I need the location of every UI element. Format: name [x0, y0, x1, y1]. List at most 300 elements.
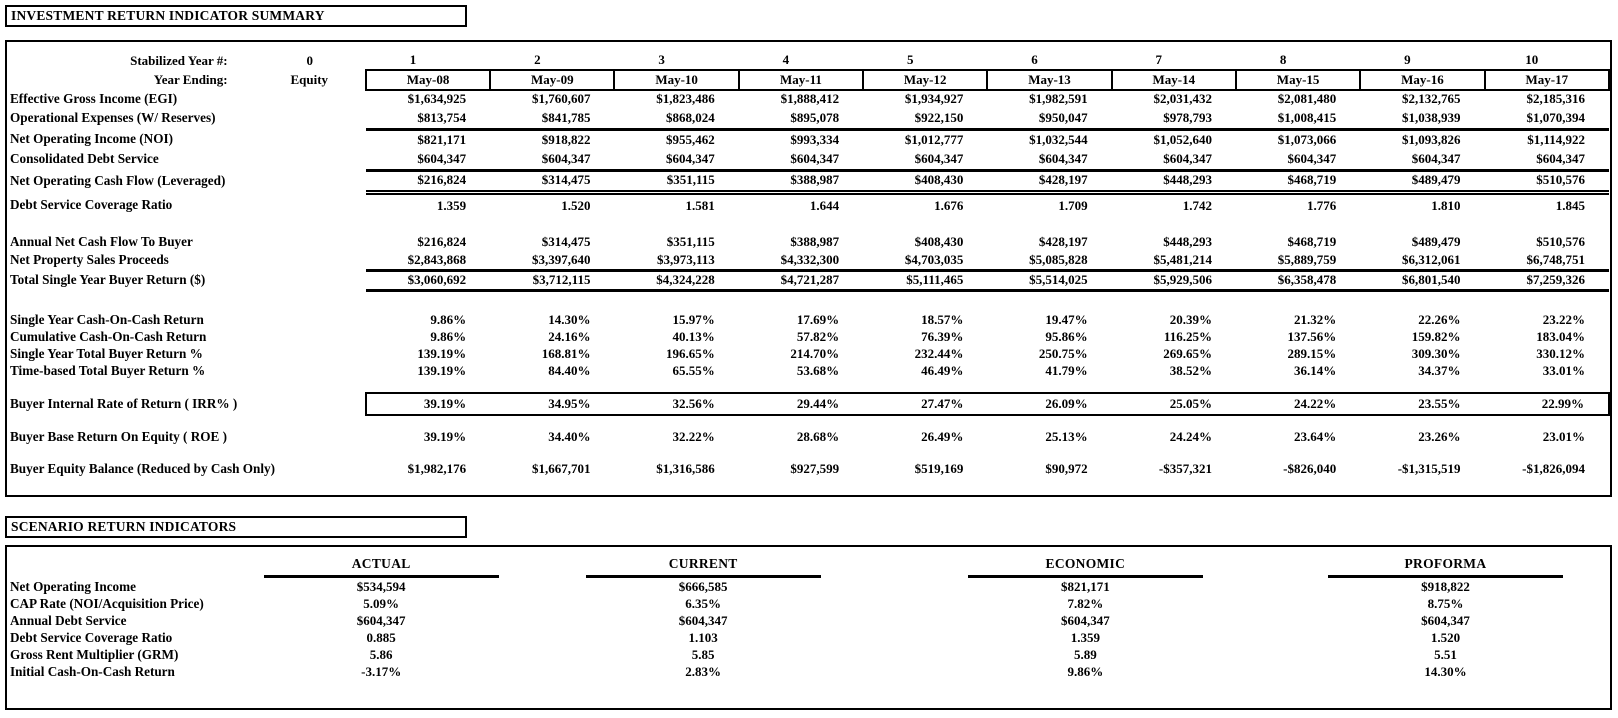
- scenario-header-row: [7, 555, 1610, 579]
- scenario-row-annual-debt-service: [7, 613, 1610, 630]
- scenario-value-noi-actual: $534,594: [356, 579, 406, 595]
- row-irr: [7, 393, 1609, 415]
- value-cell-sycoc-y10: 23.22%: [1542, 312, 1585, 328]
- value-cell-ancf-y3: $351,115: [666, 234, 715, 250]
- scenario-value-initial-coc-proforma: 14.30%: [1424, 664, 1467, 680]
- value-cell-sycoc-y2: 14.30%: [548, 312, 591, 328]
- row-label-tbtbr: Time-based Total Buyer Return %: [10, 363, 206, 379]
- value-cell-sytbr-y6: 250.75%: [1038, 346, 1088, 362]
- stabilized-year-label: Stabilized Year #:: [130, 52, 228, 68]
- value-cell-ancf-y7: $448,293: [1163, 234, 1212, 250]
- value-cell-nocf-y5: $408,430: [863, 170, 987, 192]
- value-cell-sycoc-y3: 15.97%: [672, 312, 715, 328]
- scenario-value-cap-rate-current: 6.35%: [685, 596, 722, 612]
- value-cell-dscr-y9: 1.810: [1431, 198, 1461, 214]
- value-cell-noi-y4: $993,334: [790, 131, 840, 147]
- column-header-actual: [246, 555, 517, 579]
- row-sytbr: [7, 346, 1609, 363]
- scenario-row-label-annual-debt-service: Annual Debt Service: [10, 613, 127, 629]
- value-cell-sytbr-y10: 330.12%: [1536, 346, 1585, 362]
- spacer-cell: [7, 218, 1609, 234]
- value-cell-nocf-y3: $351,115: [614, 170, 738, 192]
- row-ancf: [7, 234, 1609, 251]
- value-cell-cumcoc-y5: 76.39%: [921, 329, 964, 345]
- value-cell-eqbal-y8: -$826,040: [1283, 460, 1337, 476]
- row-label-opex: Operational Expenses (W/ Reserves): [10, 110, 216, 126]
- value-cell-sytbr-y1: 139.19%: [417, 346, 467, 362]
- value-cell-tbtbr-y2: 84.40%: [548, 363, 591, 379]
- scenario-value-grm-economic: 5.89: [1073, 647, 1097, 663]
- row-tsybr: [7, 270, 1609, 290]
- scenario-indicators-section-title: [5, 516, 467, 538]
- value-cell-npsp-y2: $3,397,640: [490, 251, 614, 270]
- stabilized-year-8: 8: [1279, 52, 1287, 68]
- value-cell-roe-y2: 34.40%: [548, 428, 591, 444]
- row-label-npsp: Net Property Sales Proceeds: [10, 252, 169, 268]
- value-cell-tsybr-y5: $5,111,465: [863, 270, 987, 290]
- row-label-nocf: Net Operating Cash Flow (Leveraged): [10, 172, 226, 188]
- value-cell-tbtbr-y4: 53.68%: [796, 363, 840, 379]
- value-cell-noi-y3: $955,462: [666, 131, 715, 147]
- value-cell-ancf-y1: $216,824: [417, 234, 467, 250]
- value-cell-irr-y6: 26.09%: [987, 393, 1111, 415]
- value-cell-tbtbr-y5: 46.49%: [921, 363, 964, 379]
- value-cell-eqbal-y6: $90,972: [1045, 460, 1088, 476]
- scenario-row-label-initial-coc: Initial Cash-On-Cash Return: [10, 664, 175, 680]
- year-ending-may-17: May-17: [1485, 70, 1609, 90]
- value-cell-roe-y9: 23.26%: [1418, 428, 1461, 444]
- value-cell-noi-y5: $1,012,777: [904, 131, 964, 147]
- year-ending-may-16: May-16: [1360, 70, 1484, 90]
- row-label-egi: Effective Gross Income (EGI): [10, 90, 178, 106]
- value-cell-ancf-y5: $408,430: [914, 234, 964, 250]
- scenario-value-annual-debt-service-current: $604,347: [678, 613, 728, 629]
- value-cell-sytbr-y7: 269.65%: [1163, 346, 1212, 362]
- scenario-row-label-cap-rate: CAP Rate (NOI/Acquisition Price): [10, 596, 204, 612]
- equity-cell-tbtbr: [254, 363, 366, 380]
- value-cell-opex-y3: $868,024: [614, 108, 738, 129]
- value-cell-dscr-y8: 1.776: [1307, 198, 1337, 214]
- scenario-value-noi-proforma: $918,822: [1421, 579, 1470, 595]
- value-cell-eqbal-y7: -$357,321: [1158, 460, 1212, 476]
- value-cell-ancf-y4: $388,987: [790, 234, 840, 250]
- stabilized-year-0: 0: [306, 52, 313, 68]
- equity-cell-nocf: [254, 170, 366, 192]
- value-cell-roe-y1: 39.19%: [423, 428, 467, 444]
- investment-summary-table-container: [5, 40, 1612, 497]
- column-header-text-current: CURRENT: [668, 556, 738, 572]
- row-roe: [7, 427, 1609, 447]
- value-cell-cds-y5: $604,347: [863, 149, 987, 170]
- scenario-row-initial-coc: [7, 664, 1610, 681]
- equity-cell-npsp: [254, 251, 366, 270]
- year-ending-may-15: May-15: [1236, 70, 1360, 90]
- value-cell-egi-y7: $2,031,432: [1153, 91, 1212, 107]
- row-label-irr: Buyer Internal Rate of Return ( IRR% ): [10, 395, 238, 411]
- value-cell-roe-y6: 25.13%: [1045, 428, 1088, 444]
- equity-cell-dscr: [254, 192, 366, 218]
- value-cell-opex-y9: $1,038,939: [1360, 108, 1484, 129]
- spacer-cell: [7, 447, 1609, 459]
- stabilized-year-3: 3: [658, 52, 665, 68]
- value-cell-sytbr-y2: 168.81%: [541, 346, 591, 362]
- value-cell-tbtbr-y10: 33.01%: [1542, 363, 1585, 379]
- value-cell-npsp-y7: $5,481,214: [1112, 251, 1236, 270]
- row-label-cumcoc: Cumulative Cash-On-Cash Return: [10, 329, 207, 345]
- value-cell-roe-y7: 24.24%: [1169, 428, 1212, 444]
- column-header-text-proforma: PROFORMA: [1404, 556, 1487, 572]
- value-cell-sycoc-y7: 20.39%: [1169, 312, 1212, 328]
- value-cell-egi-y2: $1,760,607: [531, 91, 591, 107]
- value-cell-sycoc-y1: 9.86%: [430, 312, 467, 328]
- scenario-value-noi-current: $666,585: [678, 579, 728, 595]
- value-cell-irr-y5: 27.47%: [863, 393, 987, 415]
- scenario-value-dscr-current: 1.103: [688, 630, 718, 646]
- equity-cell-opex: [254, 108, 366, 129]
- value-cell-tbtbr-y6: 41.79%: [1045, 363, 1088, 379]
- spacer-cell: [7, 415, 1609, 427]
- year-ending-may-14: May-14: [1112, 70, 1236, 90]
- value-cell-dscr-y6: 1.709: [1058, 198, 1088, 214]
- value-cell-tsybr-y1: $3,060,692: [366, 270, 490, 290]
- equity-cell-cumcoc: [254, 329, 366, 346]
- value-cell-npsp-y8: $5,889,759: [1236, 251, 1360, 270]
- value-cell-egi-y4: $1,888,412: [780, 91, 840, 107]
- value-cell-tbtbr-y7: 38.52%: [1169, 363, 1212, 379]
- row-opex: [7, 108, 1609, 129]
- row-label-eqbal: Buyer Equity Balance (Reduced by Cash Only): [10, 460, 276, 476]
- value-cell-sycoc-y6: 19.47%: [1045, 312, 1088, 328]
- value-cell-cumcoc-y9: 159.82%: [1411, 329, 1461, 345]
- value-cell-tsybr-y7: $5,929,506: [1112, 270, 1236, 290]
- value-cell-dscr-y7: 1.742: [1182, 198, 1212, 214]
- value-cell-cds-y1: $604,347: [366, 149, 490, 170]
- row-nocf: [7, 170, 1609, 192]
- value-cell-egi-y10: $2,185,316: [1526, 91, 1585, 107]
- value-cell-tbtbr-y3: 65.55%: [672, 363, 715, 379]
- column-header-proforma: [1281, 555, 1610, 579]
- value-cell-irr-y2: 34.95%: [490, 393, 614, 415]
- year-ending-may-11: May-11: [739, 70, 863, 90]
- value-cell-eqbal-y9: -$1,315,519: [1397, 460, 1461, 476]
- value-cell-noi-y2: $918,822: [541, 131, 591, 147]
- stabilized-year-5: 5: [906, 52, 914, 68]
- stabilized-year-4: 4: [782, 52, 790, 68]
- row-cumcoc: [7, 329, 1609, 346]
- value-cell-tsybr-y2: $3,712,115: [490, 270, 614, 290]
- value-cell-noi-y10: $1,114,922: [1527, 131, 1585, 147]
- scenario-value-grm-actual: 5.86: [369, 647, 393, 663]
- value-cell-ancf-y10: $510,576: [1536, 234, 1585, 250]
- value-cell-sycoc-y5: 18.57%: [921, 312, 964, 328]
- value-cell-nocf-y4: $388,987: [739, 170, 863, 192]
- equity-column-header: Equity: [290, 71, 329, 87]
- scenario-row-dscr: [7, 630, 1610, 647]
- scenario-value-annual-debt-service-actual: $604,347: [356, 613, 406, 629]
- scenario-value-initial-coc-current: 2.83%: [685, 664, 722, 680]
- value-cell-nocf-y7: $448,293: [1112, 170, 1236, 192]
- row-dscr: [7, 192, 1609, 218]
- value-cell-tsybr-y9: $6,801,540: [1360, 270, 1484, 290]
- value-cell-dscr-y3: 1.581: [685, 198, 715, 214]
- value-cell-cds-y8: $604,347: [1236, 149, 1360, 170]
- year-ending-may-12: May-12: [863, 70, 987, 90]
- value-cell-npsp-y10: $6,748,751: [1485, 251, 1609, 270]
- stabilized-year-10: 10: [1525, 52, 1539, 68]
- scenario-value-annual-debt-service-proforma: $604,347: [1421, 613, 1470, 629]
- equity-cell-roe: [254, 427, 366, 447]
- value-cell-npsp-y4: $4,332,300: [739, 251, 863, 270]
- scenario-value-grm-proforma: 5.51: [1434, 647, 1457, 663]
- value-cell-tsybr-y3: $4,324,228: [614, 270, 738, 290]
- value-cell-irr-y9: 23.55%: [1360, 393, 1484, 415]
- row-label-roe: Buyer Base Return On Equity ( ROE ): [10, 428, 228, 444]
- row-label-noi: Net Operating Income (NOI): [10, 130, 173, 146]
- scenario-row-grm: [7, 647, 1610, 664]
- value-cell-eqbal-y2: $1,667,701: [531, 460, 591, 476]
- value-cell-irr-y1: 39.19%: [366, 393, 490, 415]
- value-cell-nocf-y6: $428,197: [987, 170, 1111, 192]
- row-tbtbr: [7, 363, 1609, 380]
- row-label-tsybr: Total Single Year Buyer Return ($): [10, 271, 206, 287]
- value-cell-noi-y9: $1,093,826: [1402, 131, 1461, 147]
- row-sycoc: [7, 312, 1609, 329]
- value-cell-opex-y4: $895,078: [739, 108, 863, 129]
- scenario-value-dscr-actual: 0.885: [366, 630, 396, 646]
- value-cell-egi-y6: $1,982,591: [1029, 91, 1088, 107]
- value-cell-cumcoc-y6: 95.86%: [1045, 329, 1088, 345]
- spacer-cell: [7, 290, 1609, 312]
- scenario-value-annual-debt-service-economic: $604,347: [1060, 613, 1110, 629]
- value-cell-egi-y1: $1,634,925: [407, 91, 467, 107]
- value-cell-npsp-y6: $5,085,828: [987, 251, 1111, 270]
- value-cell-ancf-y8: $468,719: [1287, 234, 1337, 250]
- value-cell-tsybr-y8: $6,358,478: [1236, 270, 1360, 290]
- value-cell-sytbr-y9: 309.30%: [1411, 346, 1461, 362]
- value-cell-sytbr-y4: 214.70%: [790, 346, 840, 362]
- value-cell-sycoc-y9: 22.26%: [1418, 312, 1461, 328]
- value-cell-tbtbr-y9: 34.37%: [1418, 363, 1461, 379]
- value-cell-npsp-y5: $4,703,035: [863, 251, 987, 270]
- value-cell-nocf-y2: $314,475: [490, 170, 614, 192]
- value-cell-npsp-y3: $3,973,113: [614, 251, 738, 270]
- stabilized-year-6: 6: [1031, 52, 1038, 68]
- value-cell-irr-y3: 32.56%: [614, 393, 738, 415]
- scenario-value-noi-economic: $821,171: [1060, 579, 1110, 595]
- value-cell-opex-y7: $978,793: [1112, 108, 1236, 129]
- column-header-rule-current: [586, 556, 821, 578]
- value-cell-roe-y10: 23.01%: [1542, 428, 1585, 444]
- scenario-value-initial-coc-actual: -3.17%: [361, 664, 402, 680]
- scenario-indicators-table-container: [5, 545, 1612, 710]
- value-cell-sycoc-y4: 17.69%: [796, 312, 840, 328]
- equity-cell-cds: [254, 149, 366, 170]
- value-cell-noi-y8: $1,073,066: [1277, 131, 1337, 147]
- spacer-row: [7, 380, 1609, 393]
- value-cell-egi-y9: $2,132,765: [1402, 91, 1461, 107]
- year-ending-may-08: May-08: [366, 70, 490, 90]
- scenario-indicators-table: [7, 555, 1610, 681]
- value-cell-tbtbr-y8: 36.14%: [1294, 363, 1337, 379]
- stabilized-year-row: [7, 52, 1609, 70]
- stabilized-year-9: 9: [1404, 52, 1411, 68]
- value-cell-eqbal-y5: $519,169: [914, 460, 964, 476]
- year-ending-label: Year Ending:: [153, 71, 228, 87]
- value-cell-cds-y3: $604,347: [614, 149, 738, 170]
- equity-cell-sycoc: [254, 312, 366, 329]
- value-cell-noi-y6: $1,032,544: [1029, 131, 1088, 147]
- value-cell-roe-y5: 26.49%: [921, 428, 964, 444]
- value-cell-dscr-y10: 1.845: [1555, 198, 1585, 214]
- value-cell-tsybr-y6: $5,514,025: [987, 270, 1111, 290]
- value-cell-opex-y2: $841,785: [490, 108, 614, 129]
- value-cell-nocf-y10: $510,576: [1485, 170, 1609, 192]
- value-cell-roe-y3: 32.22%: [672, 428, 715, 444]
- investment-summary-table: [7, 52, 1610, 479]
- stabilized-year-7: 7: [1155, 52, 1163, 68]
- spacer-cell: [7, 380, 1609, 393]
- scenario-header-spacer: [7, 555, 246, 579]
- value-cell-npsp-y1: $2,843,868: [366, 251, 490, 270]
- column-header-rule-proforma: [1328, 556, 1563, 578]
- value-cell-cds-y4: $604,347: [739, 149, 863, 170]
- scenario-row-label-grm: Gross Rent Multiplier (GRM): [10, 647, 179, 663]
- scenario-row-cap-rate: [7, 596, 1610, 613]
- value-cell-irr-y4: 29.44%: [739, 393, 863, 415]
- value-cell-opex-y6: $950,047: [987, 108, 1111, 129]
- value-cell-cumcoc-y3: 40.13%: [672, 329, 715, 345]
- value-cell-nocf-y9: $489,479: [1360, 170, 1484, 192]
- column-header-economic: [890, 555, 1281, 579]
- value-cell-noi-y7: $1,052,640: [1153, 131, 1212, 147]
- value-cell-cumcoc-y1: 9.86%: [430, 329, 467, 345]
- value-cell-eqbal-y1: $1,982,176: [407, 460, 467, 476]
- column-header-text-actual: ACTUAL: [351, 556, 411, 572]
- spacer-row: [7, 415, 1609, 427]
- row-eqbal: [7, 459, 1609, 479]
- value-cell-nocf-y8: $468,719: [1236, 170, 1360, 192]
- value-cell-cds-y10: $604,347: [1485, 149, 1609, 170]
- value-cell-cds-y6: $604,347: [987, 149, 1111, 170]
- equity-cell-irr: [254, 393, 366, 415]
- column-header-rule-economic: [968, 556, 1203, 578]
- value-cell-ancf-y6: $428,197: [1038, 234, 1088, 250]
- value-cell-cds-y2: $604,347: [490, 149, 614, 170]
- value-cell-opex-y8: $1,008,415: [1236, 108, 1360, 129]
- equity-cell-tsybr: [254, 270, 366, 290]
- row-npsp: [7, 251, 1609, 270]
- value-cell-eqbal-y10: -$1,826,094: [1522, 460, 1585, 476]
- value-cell-dscr-y4: 1.644: [809, 198, 840, 214]
- scenario-row-label-noi: Net Operating Income: [10, 579, 136, 595]
- scenario-indicators-title-text: SCENARIO RETURN INDICATORS: [11, 519, 237, 534]
- row-label-ancf: Annual Net Cash Flow To Buyer: [10, 234, 193, 250]
- scenario-row-noi: [7, 579, 1610, 596]
- spacer-row: [7, 447, 1609, 459]
- spacer-row: [7, 290, 1609, 312]
- scenario-value-dscr-proforma: 1.520: [1430, 630, 1461, 646]
- value-cell-roe-y8: 23.64%: [1294, 428, 1337, 444]
- value-cell-sytbr-y3: 196.65%: [666, 346, 715, 362]
- investment-summary-title-text: INVESTMENT RETURN INDICATOR SUMMARY: [11, 8, 325, 23]
- column-header-current: [517, 555, 890, 579]
- scenario-row-label-dscr: Debt Service Coverage Ratio: [10, 630, 173, 646]
- value-cell-sytbr-y5: 232.44%: [914, 346, 964, 362]
- scenario-value-dscr-economic: 1.359: [1070, 630, 1100, 646]
- equity-cell-noi: [254, 129, 366, 149]
- value-cell-egi-y5: $1,934,927: [904, 91, 964, 107]
- row-cds: [7, 149, 1609, 170]
- row-label-sytbr: Single Year Total Buyer Return %: [10, 346, 203, 362]
- value-cell-tsybr-y10: $7,259,326: [1485, 270, 1609, 290]
- scenario-value-cap-rate-actual: 5.09%: [363, 596, 400, 612]
- year-ending-may-13: May-13: [987, 70, 1111, 90]
- value-cell-eqbal-y4: $927,599: [790, 460, 840, 476]
- value-cell-opex-y1: $813,754: [366, 108, 490, 129]
- column-header-rule-actual: [264, 556, 499, 578]
- value-cell-sytbr-y8: 289.15%: [1287, 346, 1337, 362]
- value-cell-dscr-y2: 1.520: [561, 198, 591, 214]
- value-cell-ancf-y2: $314,475: [541, 234, 591, 250]
- value-cell-egi-y3: $1,823,486: [656, 91, 715, 107]
- value-cell-cumcoc-y10: 183.04%: [1536, 329, 1585, 345]
- scenario-value-cap-rate-proforma: 8.75%: [1427, 596, 1464, 612]
- row-egi: [7, 90, 1609, 108]
- value-cell-irr-y10: 22.99%: [1485, 393, 1609, 415]
- value-cell-cumcoc-y8: 137.56%: [1287, 329, 1337, 345]
- scenario-value-grm-current: 5.85: [691, 647, 715, 663]
- value-cell-irr-y8: 24.22%: [1236, 393, 1360, 415]
- spacer-row: [7, 218, 1609, 234]
- value-cell-opex-y5: $922,150: [863, 108, 987, 129]
- equity-cell-ancf: [254, 234, 366, 251]
- year-ending-may-10: May-10: [614, 70, 738, 90]
- value-cell-roe-y4: 28.68%: [796, 428, 840, 444]
- value-cell-nocf-y1: $216,824: [366, 170, 490, 192]
- value-cell-cds-y9: $604,347: [1360, 149, 1484, 170]
- equity-cell-egi: [254, 90, 366, 108]
- value-cell-irr-y7: 25.05%: [1112, 393, 1236, 415]
- value-cell-dscr-y5: 1.676: [934, 198, 964, 214]
- value-cell-cds-y7: $604,347: [1112, 149, 1236, 170]
- row-label-sycoc: Single Year Cash-On-Cash Return: [10, 312, 204, 328]
- stabilized-year-1: 1: [409, 52, 417, 68]
- value-cell-tbtbr-y1: 139.19%: [417, 363, 467, 379]
- value-cell-opex-y10: $1,070,394: [1485, 108, 1609, 129]
- value-cell-ancf-y9: $489,479: [1411, 234, 1461, 250]
- year-ending-row: [7, 70, 1609, 90]
- column-header-text-economic: ECONOMIC: [1045, 556, 1126, 572]
- stabilized-year-2: 2: [534, 52, 541, 68]
- value-cell-tsybr-y4: $4,721,287: [739, 270, 863, 290]
- row-noi: [7, 129, 1609, 149]
- value-cell-dscr-y1: 1.359: [436, 198, 467, 214]
- value-cell-cumcoc-y4: 57.82%: [796, 329, 840, 345]
- value-cell-eqbal-y3: $1,316,586: [656, 460, 715, 476]
- value-cell-noi-y1: $821,171: [417, 131, 467, 147]
- value-cell-egi-y8: $2,081,480: [1277, 91, 1337, 107]
- year-ending-may-09: May-09: [490, 70, 614, 90]
- row-label-dscr: Debt Service Coverage Ratio: [10, 196, 173, 212]
- scenario-value-cap-rate-economic: 7.82%: [1067, 596, 1104, 612]
- value-cell-cumcoc-y2: 24.16%: [548, 329, 591, 345]
- investment-summary-section-title: [5, 5, 467, 27]
- equity-cell-sytbr: [254, 346, 366, 363]
- value-cell-sycoc-y8: 21.32%: [1294, 312, 1337, 328]
- scenario-value-initial-coc-economic: 9.86%: [1067, 664, 1104, 680]
- value-cell-cumcoc-y7: 116.25%: [1163, 329, 1212, 345]
- value-cell-npsp-y9: $6,312,061: [1360, 251, 1484, 270]
